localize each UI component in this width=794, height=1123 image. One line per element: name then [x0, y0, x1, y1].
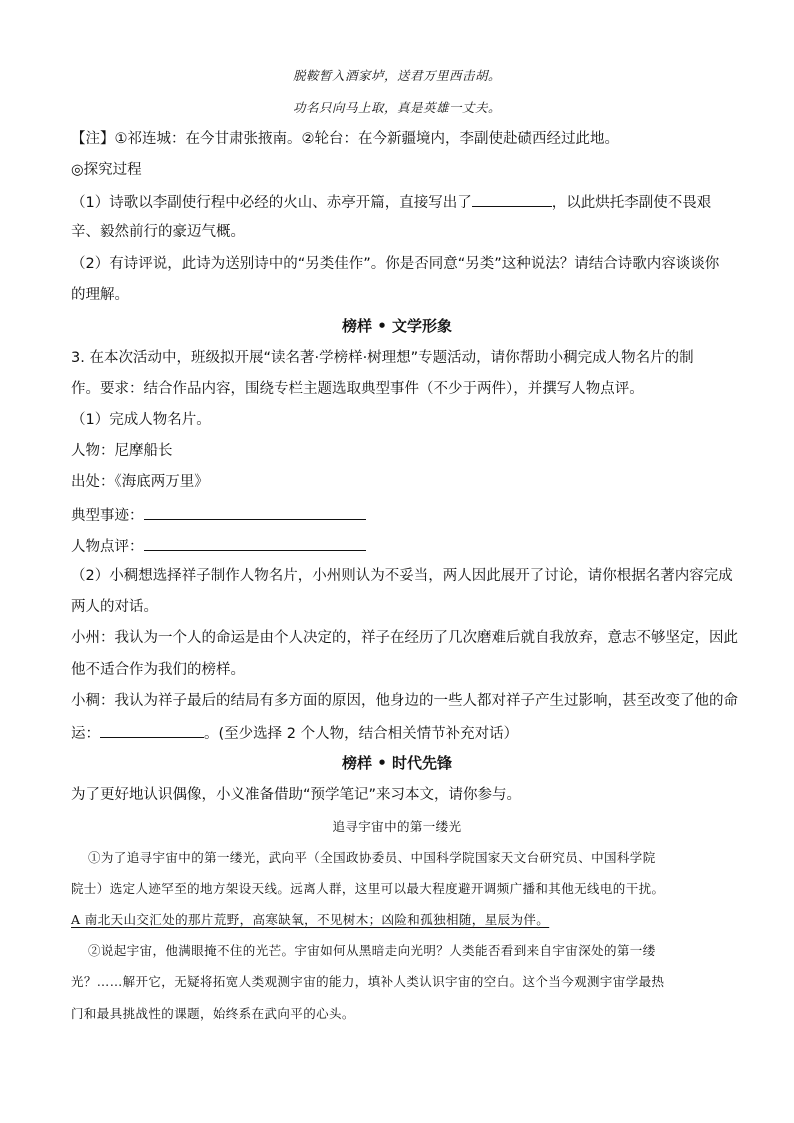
sub-question-1: （1）完成人物名片。: [71, 412, 211, 428]
card-comment-label: 人物点评：: [71, 539, 144, 555]
sub-question-2-line-2: 两人的对话。: [71, 599, 158, 615]
question-2-line-2: 的理解。: [71, 287, 129, 303]
task-3-line-1: 3. 在本次活动中，班级拟开展“读名著·学榜样·树理想”专题活动，请你帮助小稠完成人物名片的制: [71, 350, 694, 366]
card-source: 出处：《海底两万里》: [71, 474, 209, 490]
process-title: ◎探究过程: [71, 162, 142, 178]
card-event: [71, 504, 366, 526]
article-title: 追寻宇宙中的第一缕光: [332, 819, 462, 834]
xiaochou-prefix: 运：: [71, 726, 100, 742]
question-1-text-b: ，以此烘托李副使不畏艰: [551, 195, 712, 211]
paragraph-1-line-1: ①为了追寻宇宙中的第一缕光，武向平（全国政协委员、中国科学院国家天文台研究员、中国科学院: [88, 850, 656, 865]
paragraph-1-line-2: 院士）选定人迹罕至的地方架设天线。远离人群，这里可以最大程度避开调频广播和其他无线电的干扰。: [71, 881, 665, 896]
xiaochou-line-2: [71, 722, 518, 744]
section-heading-literary: 榜样 • 文学形象: [341, 317, 453, 335]
dialogue-answer-blank[interactable]: [100, 722, 204, 738]
question-1-continued: 辛、毅然前行的豪迈气概。: [71, 224, 245, 240]
intro-text: 为了更好地认识偶像，小义准备借助“预学笔记”来习本文，请你参与。: [71, 787, 522, 803]
poem-line-2: 功名只向马上取，真是英雄一丈夫。: [292, 100, 501, 115]
section-heading-pioneer: 榜样 • 时代先锋: [341, 754, 453, 772]
annotation-note: 【注】①祁连城：在今甘肃张掖南。②轮台：在今新疆境内，李副使赴碛西经过此地。: [71, 131, 619, 147]
xiaozhou-line-2: 他不适合作为我们的榜样。: [71, 662, 245, 678]
xiaochou-suffix: 。(至少选择 2 个人物，结合相关情节补充对话）: [204, 726, 519, 742]
xiaochou-line-1: 小稠：我认为祥子最后的结局有多方面的原因，他身边的一些人都对祥子产生过影响，甚至改变了他的命: [71, 693, 738, 709]
question-2-line-1: （2）有诗评说，此诗为送别诗中的“另类佳作”。你是否同意“另类”这种说法？请结合诗歌内容谈谈你: [71, 256, 720, 272]
task-3-line-2: 作。要求：结合作品内容，围绕专栏主题选取典型事件（不少于两件），并撰写人物点评。: [71, 381, 644, 397]
question-1: [71, 191, 711, 213]
xiaozhou-line-1: 小州：我认为一个人的命运是由个人决定的，祥子在经历了几次磨难后就自我放弃，意志不够坚定，因此: [71, 630, 738, 646]
paragraph-2-line-2: 光？……解开它，无疑将拓宽人类观测宇宙的能力，填补人类认识宇宙的空白。这个当今观测宇宙学最热: [71, 974, 665, 989]
card-person: 人物：尼摩船长: [71, 443, 173, 459]
event-answer-blank[interactable]: [144, 504, 366, 520]
card-event-label: 典型事迹：: [71, 508, 144, 524]
poem-line-1: 脱鞍暂入酒家垆，送君万里西击胡。: [292, 68, 501, 83]
card-comment: [71, 535, 366, 557]
paragraph-2-line-3: 门和最具挑战性的课题，始终系在武向平的心头。: [71, 1006, 355, 1021]
comment-answer-blank[interactable]: [144, 535, 366, 551]
paragraph-1-underlined-sentence: A 南北天山交汇处的那片荒野，高寒缺氧，不见树木；凶险和孤独相随，星辰为伴。: [71, 912, 550, 927]
answer-blank-1[interactable]: [472, 191, 552, 207]
paragraph-2-line-1: ②说起宇宙，他满眼掩不住的光芒。宇宙如何从黑暗走向光明？人类能否看到来自宇宙深处的第一缕: [88, 943, 656, 958]
sub-question-2-line-1: （2）小稠想选择祥子制作人物名片，小州则认为不妥当，两人因此展开了讨论，请你根据名著内容完成: [71, 568, 733, 584]
question-1-text-a: （1）诗歌以李副使行程中必经的火山、赤亭开篇，直接写出了: [71, 195, 472, 211]
